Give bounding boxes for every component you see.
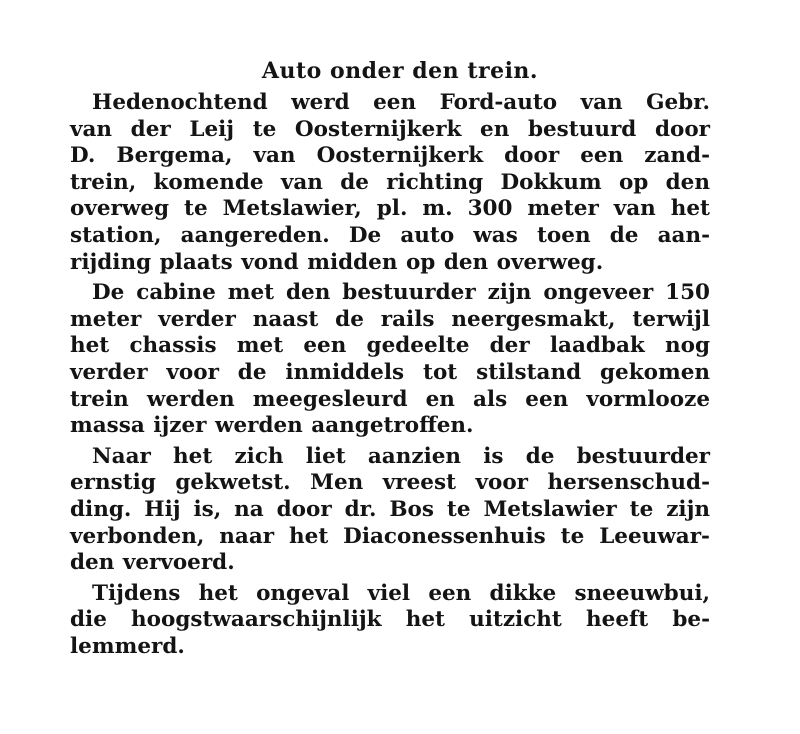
- article-headline: Auto onder den trein.: [261, 58, 539, 84]
- text-line: verbonden, naar het Diaconessenhuis te Leeuwar-: [70, 523, 710, 549]
- text-line: Tijdens het ongeval viel een dikke sneeuwbui,: [92, 580, 710, 606]
- text-line: van der Leij te Oosternijkerk en bestuurd door: [70, 116, 710, 142]
- article-paragraph-3: [70, 444, 710, 577]
- text-line: den vervoerd.: [70, 550, 235, 576]
- text-line: ernstig gekwetst. Men vreest voor hersenschud-: [70, 470, 710, 496]
- text-line: trein werden meegesleurd en als een vormlooze: [70, 386, 710, 412]
- text-line: rijding plaats vond midden op den overweg.: [70, 249, 604, 275]
- newspaper-clipping: [70, 58, 710, 660]
- article-paragraph-1: [70, 90, 710, 276]
- text-line: overweg te Metslawier, pl. m. 300 meter van het: [70, 196, 710, 222]
- text-line: De cabine met den bestuurder zijn ongeveer 150: [92, 280, 710, 306]
- text-line: meter verder naast de rails neergesmakt, terwijl: [70, 306, 710, 332]
- text-line: trein, komende van de richting Dokkum op den: [70, 169, 710, 195]
- article-paragraph-4: [70, 581, 710, 661]
- text-line: die hoogstwaarschijnlijk het uitzicht heeft be-: [70, 607, 710, 633]
- text-line: lemmerd.: [70, 633, 185, 659]
- article-paragraph-2: [70, 280, 710, 440]
- text-line: D. Bergema, van Oosternijkerk door een zand-: [70, 143, 710, 169]
- text-line: massa ijzer werden aangetroffen.: [70, 413, 474, 439]
- text-line: Hedenochtend werd een Ford-auto van Gebr.: [92, 90, 710, 115]
- text-line: ding. Hij is, na door dr. Bos te Metslawier te zijn: [70, 496, 710, 522]
- text-line: verder voor de inmiddels tot stilstand gekomen: [70, 359, 710, 385]
- text-line: station, aangereden. De auto was toen de aan-: [70, 222, 710, 248]
- text-line: het chassis met een gedeelte der laadbak nog: [70, 333, 710, 359]
- text-line: Naar het zich liet aanzien is de bestuurder: [92, 443, 710, 469]
